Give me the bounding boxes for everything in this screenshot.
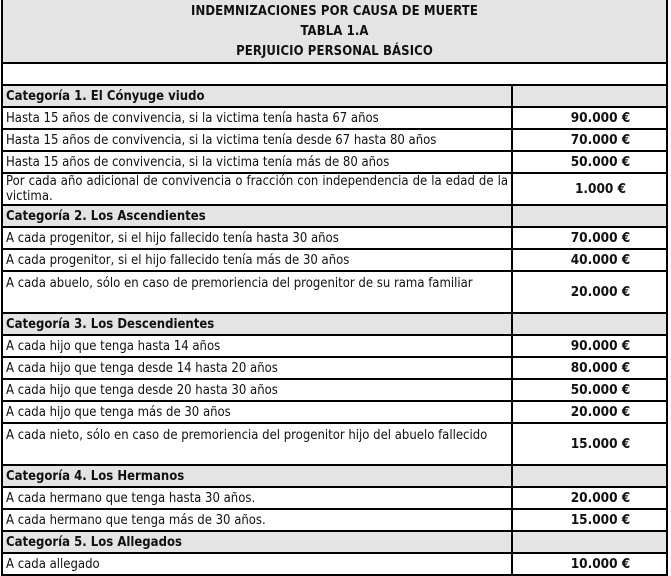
concept-cell: A cada hijo que tenga desde 14 hasta 20 años <box>6 360 278 376</box>
table-row <box>3 250 666 272</box>
table-row <box>3 336 666 358</box>
table-row <box>3 174 666 206</box>
amount-cell: 50.000 € <box>570 154 631 170</box>
table-subtitle: PERJUICIO PERSONAL BÁSICO <box>236 44 433 59</box>
table-row <box>3 510 666 532</box>
category-title: Categoría 2. Los Ascendientes <box>6 208 206 224</box>
amount-cell: 15.000 € <box>570 512 631 528</box>
amount-cell: 70.000 € <box>570 230 631 246</box>
table-number: TABLA 1.A <box>300 24 369 39</box>
table-row <box>3 402 666 424</box>
concept-cell: Hasta 15 años de convivencia, si la victima tenía desde 67 hasta 80 años <box>6 132 437 148</box>
amount-cell: 70.000 € <box>570 132 631 148</box>
amount-cell: 1.000 € <box>574 181 627 197</box>
amount-cell: 50.000 € <box>570 382 631 398</box>
table-row <box>3 272 666 314</box>
amount-cell: 40.000 € <box>570 252 631 268</box>
table-row <box>3 380 666 402</box>
concept-cell: A cada hermano que tenga hasta 30 años. <box>6 490 256 506</box>
table-row <box>3 152 666 174</box>
category-title: Categoría 1. El Cónyuge viudo <box>6 88 205 104</box>
category-row <box>3 532 666 554</box>
amount-cell: 15.000 € <box>570 436 631 452</box>
concept-cell: A cada hijo que tenga desde 20 hasta 30 años <box>6 382 278 398</box>
table-row <box>3 358 666 380</box>
concept-cell: A cada progenitor, si el hijo fallecido tenía más de 30 años <box>6 252 350 268</box>
blank-row <box>3 64 666 86</box>
table-row <box>3 488 666 510</box>
concept-cell: Por cada año adicional de convivencia o fracción con independencia de la edad de la victima. <box>6 174 508 204</box>
category-title: Categoría 4. Los Hermanos <box>6 468 185 484</box>
table-row <box>3 228 666 250</box>
compensation-table <box>1 0 668 576</box>
amount-cell: 10.000 € <box>570 556 631 572</box>
concept-cell: A cada allegado <box>6 556 100 572</box>
amount-cell: 90.000 € <box>570 338 631 354</box>
concept-cell: A cada hijo que tenga más de 30 años <box>6 404 231 420</box>
table-header <box>3 0 666 64</box>
category-row <box>3 86 666 108</box>
category-row <box>3 206 666 228</box>
concept-cell: A cada hijo que tenga hasta 14 años <box>6 338 221 354</box>
concept-cell: Hasta 15 años de convivencia, si la victima tenía más de 80 años <box>6 154 390 170</box>
concept-cell: Hasta 15 años de convivencia, si la victima tenía hasta 67 años <box>6 110 379 126</box>
category-row <box>3 466 666 488</box>
concept-cell: A cada hermano que tenga más de 30 años. <box>6 512 266 528</box>
concept-cell: A cada progenitor, si el hijo fallecido tenía hasta 30 años <box>6 230 339 246</box>
table-row <box>3 108 666 130</box>
category-title: Categoría 5. Los Allegados <box>6 534 182 550</box>
concept-cell: A cada abuelo, sólo en caso de premoriencia del progenitor de su rama familiar <box>6 276 473 291</box>
table-title: INDEMNIZACIONES POR CAUSA DE MUERTE <box>191 4 478 19</box>
amount-cell: 80.000 € <box>570 360 631 376</box>
table-row <box>3 424 666 466</box>
amount-cell: 20.000 € <box>570 490 631 506</box>
amount-cell: 20.000 € <box>570 404 631 420</box>
amount-cell: 20.000 € <box>570 284 631 300</box>
category-title: Categoría 3. Los Descendientes <box>6 316 215 332</box>
table-row <box>3 130 666 152</box>
category-row <box>3 314 666 336</box>
table-row <box>3 554 666 576</box>
amount-cell: 90.000 € <box>570 110 631 126</box>
concept-cell: A cada nieto, sólo en caso de premoriencia del progenitor hijo del abuelo fallecido <box>6 428 488 443</box>
